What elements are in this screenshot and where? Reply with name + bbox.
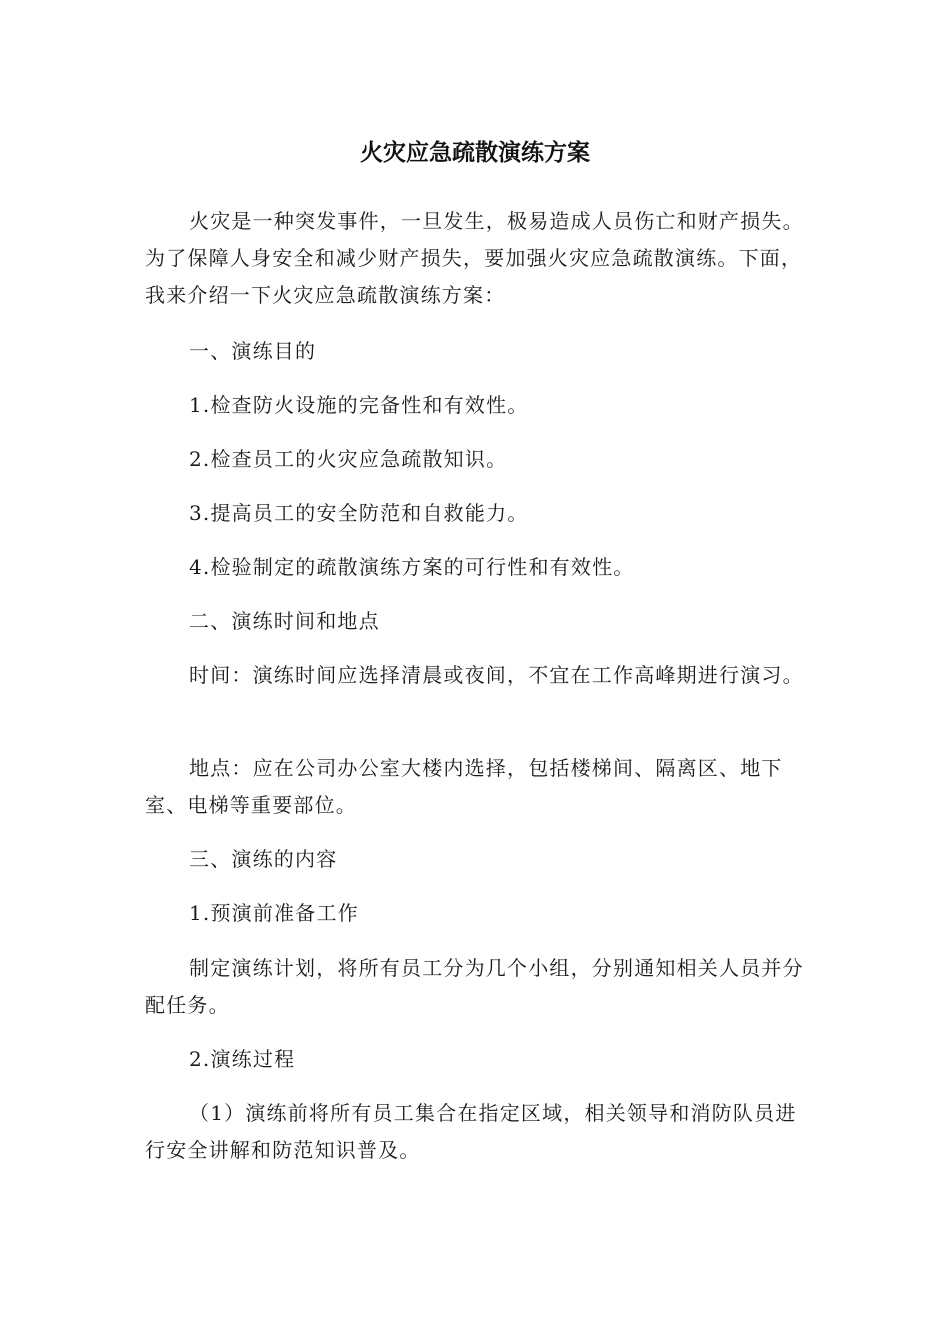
place-paragraph: 地点：应在公司办公室大楼内选择，包括楼梯间、隔离区、地下室、电梯等重要部位。 [145,756,783,817]
preparation-paragraph: 制定演练计划，将所有员工分为几个小组，分别通知相关人员并分配任务。 [145,956,804,1017]
section-heading-purpose: 一、演练目的 [189,339,317,363]
purpose-item-2: 2.检查员工的火灾应急疏散知识。 [189,447,508,471]
intro-paragraph: 火灾是一种突发事件，一旦发生，极易造成人员伤亡和财产损失。为了保障人身安全和减少财产损失，要加强火灾应急疏散演练。下面，我来介绍一下火灾应急疏散演练方案： [145,209,804,307]
purpose-item-3: 3.提高员工的安全防范和自救能力。 [189,501,529,525]
purpose-item-4: 4.检验制定的疏散演练方案的可行性和有效性。 [189,555,635,579]
content-item-2-heading: 2.演练过程 [189,1047,296,1071]
section-heading-time-place: 二、演练时间和地点 [189,609,380,633]
content-item-1-heading: 1.预演前准备工作 [189,901,359,925]
process-step-1-paragraph: （1）演练前将所有员工集合在指定区域，相关领导和消防队员进行安全讲解和防范知识普及。 [145,1101,797,1162]
time-paragraph: 时间：演练时间应选择清晨或夜间，不宜在工作高峰期进行演习。 [189,663,804,687]
document-title: 火灾应急疏散演练方案 [360,140,590,166]
section-heading-content: 三、演练的内容 [189,847,338,871]
purpose-item-1: 1.检查防火设施的完备性和有效性。 [189,393,529,417]
